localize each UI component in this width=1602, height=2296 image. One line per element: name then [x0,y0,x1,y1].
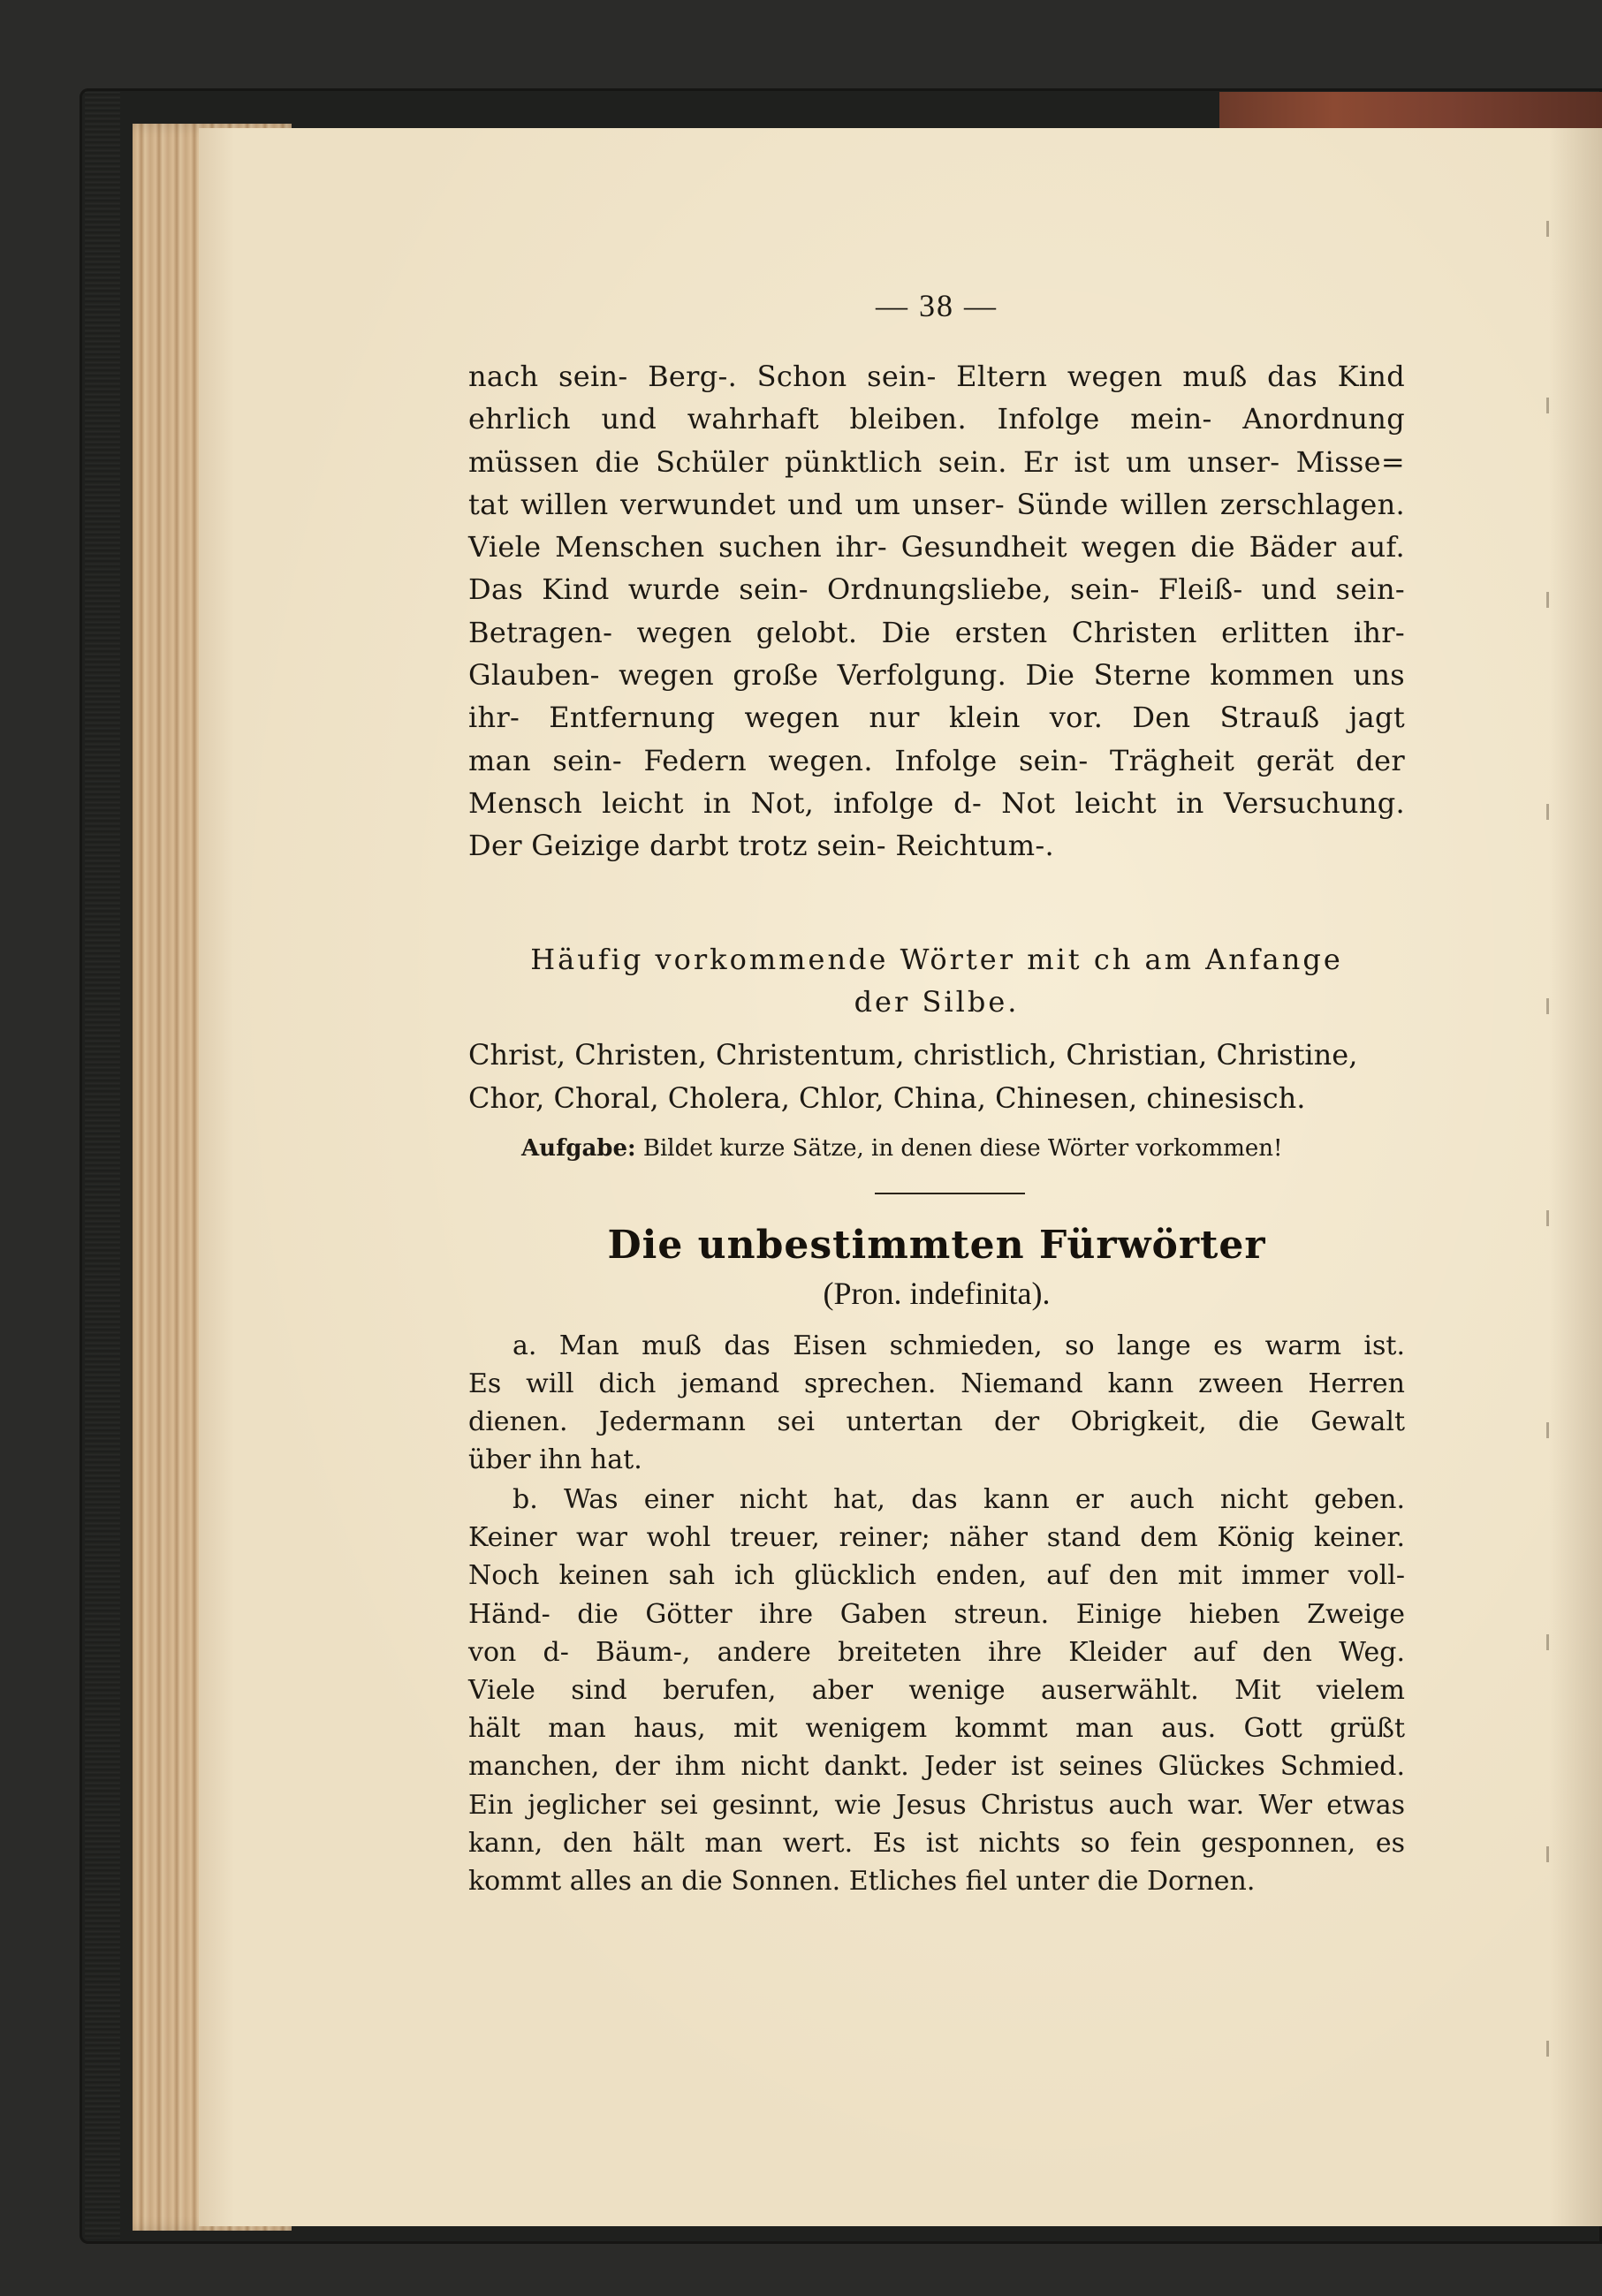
section-divider [875,1193,1025,1194]
paragraph-b [468,1481,1405,1900]
margin-show-through [1546,133,1564,2164]
text-line: hält man haus, mit wenigem kommt man aus. Gott grüßt [468,1713,1405,1745]
main-paragraph [468,355,1405,868]
text-line: von d- Bäum-, andere breiteten ihre Kleider auf den Weg. [468,1636,1405,1668]
text-line: dienen. Jedermann sei untertan der Obrigkeit, die Gewalt [468,1406,1405,1437]
text-line: Mensch leicht in Not, infolge d- Not leicht in Versuchung. [468,785,1405,820]
task-text: Bildet kurze Sätze, in denen diese Wörter vorkommen! [642,1135,1283,1162]
task-label: Aufgabe: [521,1135,636,1162]
show-through-mark [1546,2041,1549,2057]
task-line [521,1131,1405,1166]
text-line: man sein- Federn wegen. Infolge sein- Trägheit gerät der [468,743,1405,777]
text-line: manchen, der ihm nicht dankt. Jeder ist seines Glückes Schmied. [468,1751,1405,1783]
chapter-subtitle: (Pron. indefinita). [823,1276,1051,1311]
section-heading-line: Häufig vorkommende Wörter mit ch am Anfange [530,943,1343,976]
show-through-mark [1546,804,1549,820]
text-line: Betragen- wegen gelobt. Die ersten Christen erlitten ihr- [468,615,1405,649]
text-line: Händ- die Götter ihre Gaben streun. Einige hieben Zweige [468,1598,1405,1630]
paragraph-a [468,1327,1405,1479]
show-through-mark [1546,998,1549,1014]
text-line: Noch keinen sah ich glücklich enden, auf den mit immer voll- [468,1560,1405,1592]
show-through-mark [1546,1210,1549,1226]
cover-edge [85,92,120,2239]
words-line: Christ, Christen, Christentum, christlich, Christian, Christine, [468,1038,1358,1072]
text-line: Der Geizige darbt trotz sein- Reichtum-. [468,829,1054,863]
text-line: Keiner war wohl treuer, reiner; näher stand dem König keiner. [468,1522,1405,1554]
text-line: kommt alles an die Sonnen. Etliches fiel unter die Dornen. [468,1866,1256,1898]
text-line: Viele sind berufen, aber wenige auserwählt. Mit vielem [468,1675,1405,1707]
show-through-mark [1546,398,1549,413]
section-heading-line: der Silbe. [854,985,1020,1019]
text-line: Glauben- wegen große Verfolgung. Die Sterne kommen uns [468,658,1405,693]
text-line: über ihn hat. [468,1444,642,1475]
show-through-mark [1546,1422,1549,1438]
text-line: nach sein- Berg-. Schon sein- Eltern wegen muß das Kind [468,360,1405,393]
chapter-title: Die unbestimmten Fürwörter [607,1223,1266,1268]
text-line: a. Man muß das Eisen schmieden, so lange es warm ist. [512,1330,1405,1361]
text-line: b. Was einer nicht hat, das kann er auch nicht geben. [512,1484,1405,1515]
text-line: ehrlich und wahrhaft bleiben. Infolge mein- Anordnung [468,402,1405,436]
words-line: Chor, Choral, Cholera, Chlor, China, Chinesen, chinesisch. [468,1081,1306,1115]
text-line: kann, den hält man wert. Es ist nichts so fein gesponnen, es [468,1827,1405,1859]
show-through-mark [1546,592,1549,608]
text-line: tat willen verwundet und um unser- Sünde willen zerschlagen. [468,487,1405,521]
text-line: Das Kind wurde sein- Ordnungsliebe, sein- Fleiß- und sein- [468,572,1405,607]
show-through-mark [1546,1634,1549,1650]
page-number: — 38 — [876,288,998,323]
text-line: müssen die Schüler pünktlich sein. Er ist um unser- Misse= [468,444,1405,479]
text-line: Es will dich jemand sprechen. Niemand kann zween Herren [468,1368,1405,1399]
page-edge-red-strip [1219,92,1602,129]
text-line: ihr- Entfernung wegen nur klein vor. Den Strauß jagt [468,701,1405,735]
show-through-mark [1546,221,1549,237]
words-list [468,1034,1405,1120]
text-line: Ein jeglicher sei gesinnt, wie Jesus Christus auch war. Wer etwas [468,1789,1405,1821]
section-heading [468,938,1405,1023]
show-through-mark [1546,1846,1549,1862]
text-line: Viele Menschen suchen ihr- Gesundheit wegen die Bäder auf. [468,530,1405,565]
